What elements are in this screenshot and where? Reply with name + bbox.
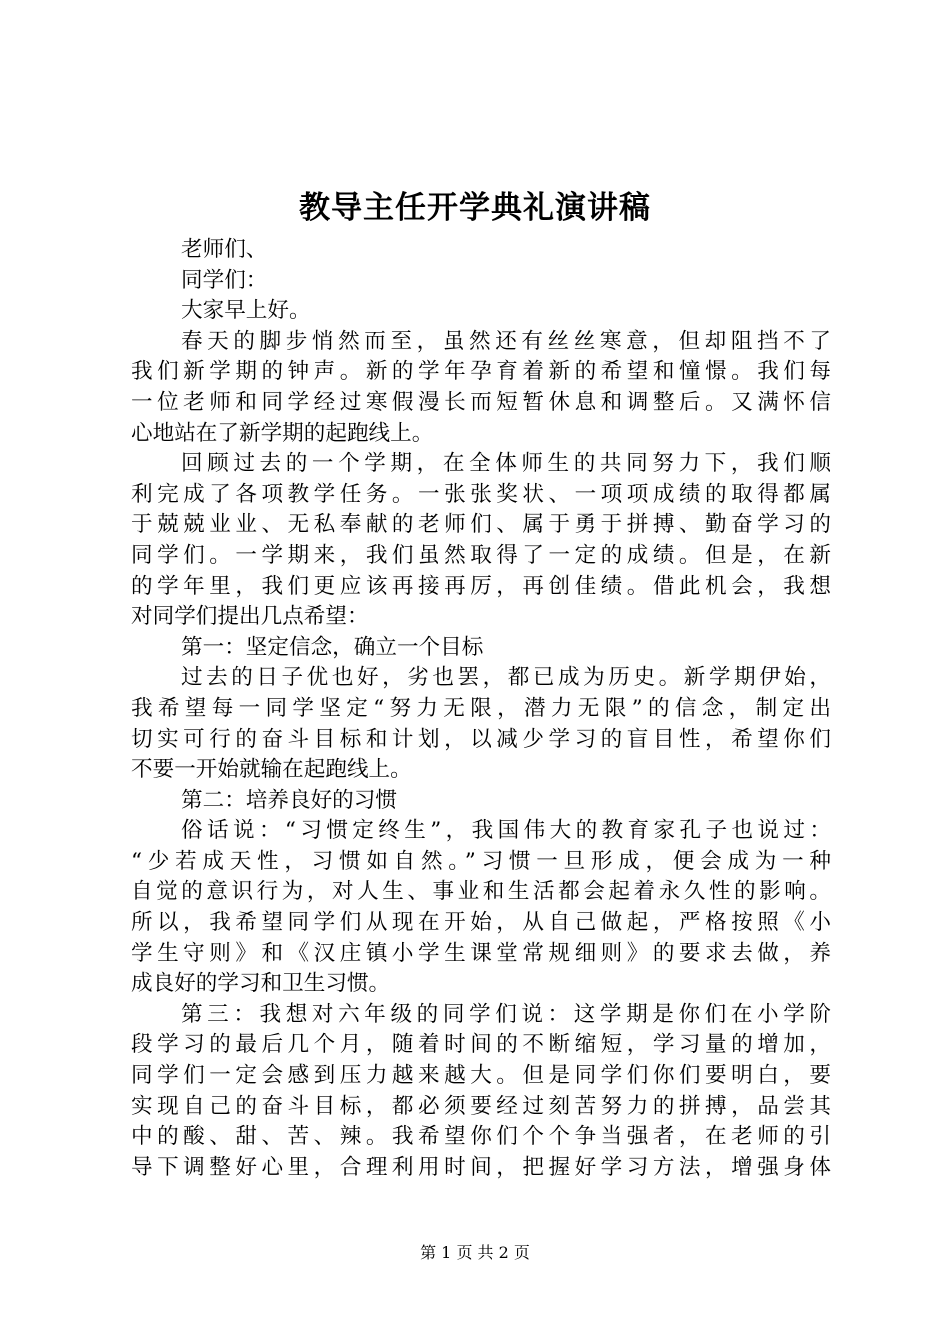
- text-line: 心地站在了新学期的起跑线上。: [131, 420, 434, 446]
- text-line: 不要一开始就输在起跑线上。: [131, 757, 412, 783]
- text-line: 大家早上好。: [181, 298, 311, 324]
- text-line: 老师们、: [181, 237, 268, 262]
- text-line: 过去的日子优也好，劣也罢，都已成为历史。新学期伊始，: [181, 665, 831, 691]
- text-line: 自觉的意识行为，对人生、事业和生活都会起着永久性的影响。: [131, 879, 831, 905]
- text-line: 导下调整好心里，合理利用时间，把握好学习方法，增强身体: [131, 1154, 831, 1180]
- text-line: 同学们。一学期来，我们虽然取得了一定的成绩。但是，在新: [131, 542, 831, 568]
- text-line: 俗话说：“习惯定终生”，我国伟大的教育家孔子也说过：: [181, 818, 831, 844]
- text-line: 回顾过去的一个学期，在全体师生的共同努力下，我们顺: [181, 451, 831, 477]
- text-line: “少若成天性，习惯如自然。”习惯一旦形成，便会成为一种: [131, 848, 831, 874]
- text-line: 我们新学期的钟声。新的学年孕育着新的希望和憧憬。我们每: [131, 359, 831, 385]
- text-line: 春天的脚步悄然而至，虽然还有丝丝寒意，但却阻挡不了: [181, 328, 831, 354]
- text-line: 的学年里，我们更应该再接再厉，再创佳绩。借此机会，我想: [131, 573, 831, 599]
- text-line: 于兢兢业业、无私奉献的老师们、属于勇于拼搏、勤奋学习的: [131, 512, 831, 538]
- text-line: 第三：我想对六年级的同学们说：这学期是你们在小学阶: [181, 1001, 831, 1027]
- text-line: 切实可行的奋斗目标和计划，以减少学习的盲目性，希望你们: [131, 726, 831, 752]
- text-line: 我希望每一同学坚定“努力无限，潜力无限”的信念，制定出: [131, 695, 831, 721]
- text-line: 所以，我希望同学们从现在开始，从自己做起，严格按照《小: [131, 910, 831, 936]
- text-line: 学生守则》和《汉庄镇小学生课堂常规细则》的要求去做，养: [131, 940, 831, 966]
- text-line: 第二：培养良好的习惯: [181, 787, 397, 813]
- text-line: 对同学们提出几点希望：: [131, 604, 369, 630]
- text-line: 第一：坚定信念，确立一个目标: [181, 634, 484, 660]
- document-body: [131, 235, 831, 1183]
- text-line: 利完成了各项教学任务。一张张奖状、一项项成绩的取得都属: [131, 481, 831, 507]
- text-line: 中的酸、甜、苦、辣。我希望你们个个争当强者，在老师的引: [131, 1124, 831, 1150]
- text-line: 同学们一定会感到压力越来越大。但是同学们你们要明白，要: [131, 1063, 831, 1089]
- text-line: 段学习的最后几个月，随着时间的不断缩短，学习量的增加，: [131, 1032, 831, 1058]
- text-line: 同学们：: [181, 267, 268, 293]
- text-line: 实现自己的奋斗目标，都必须要经过刻苦努力的拼搏，品尝其: [131, 1093, 831, 1119]
- document-title: 教导主任开学典礼演讲稿: [299, 190, 651, 226]
- page-footer: 第 1 页 共 2 页: [420, 1243, 530, 1262]
- text-line: 成良好的学习和卫生习惯。: [131, 971, 391, 997]
- text-line: 一位老师和同学经过寒假漫长而短暂休息和调整后。又满怀信: [131, 389, 831, 415]
